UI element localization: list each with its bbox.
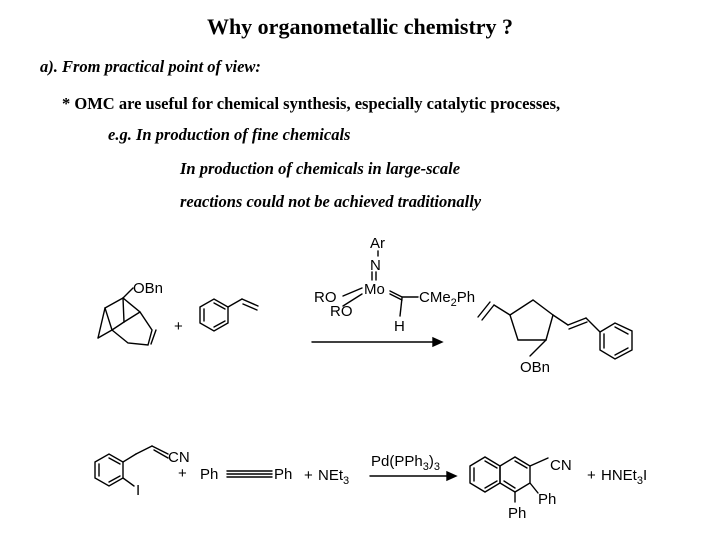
pd-subscript-1: 3	[422, 461, 429, 473]
alkyne-ph-label-2: Ph	[274, 466, 293, 483]
catalyst-ar-label: Ar	[370, 235, 385, 252]
product-1-structure	[478, 300, 632, 359]
bullet-text: OMC are useful for chemical synthesis, especially catalytic processes,	[74, 94, 561, 113]
plus-sign-2: +	[178, 465, 187, 482]
nitrile-cn-label: CN	[168, 449, 190, 466]
obn-label: OBn	[133, 280, 164, 297]
iodo-label: I	[136, 482, 141, 499]
net3-text: NEt	[318, 467, 344, 484]
catalyst-pd-label	[371, 453, 440, 473]
hnet-i-text: I	[642, 467, 648, 484]
naphthalene-product-structure	[470, 457, 548, 502]
bullet-marker: *	[62, 94, 75, 113]
product-cn-label: CN	[550, 457, 572, 474]
product-obn-label: OBn	[520, 359, 551, 376]
catalyst-mo-label: Mo	[364, 281, 385, 298]
plus-sign-3: +	[304, 467, 313, 484]
point-a-heading: a). From practical point of view:	[40, 57, 261, 76]
example-line-1: e.g. In production of fine chemicals	[108, 125, 351, 144]
catalyst-h-label: H	[394, 318, 405, 335]
hnet-text: HNEt	[601, 467, 637, 484]
net3-subscript: 3	[343, 475, 350, 487]
catalyst-ro-label-2: RO	[330, 303, 353, 320]
catalyst-ro-label-1: RO	[314, 289, 337, 306]
diphenylacetylene-bond	[227, 471, 272, 477]
reaction-arrow-1-head	[433, 338, 442, 346]
product-ph-label-1: Ph	[538, 491, 557, 508]
catalyst-cme-subscript: 2	[450, 297, 457, 309]
plus-sign-4: +	[587, 467, 596, 484]
catalyst-n-label: N	[370, 257, 381, 274]
iodoarene-structure	[95, 446, 168, 486]
reaction-arrow-2-head	[447, 472, 456, 480]
slide-title: Why organometallic chemistry ?	[206, 14, 514, 39]
catalyst-cme-text: CMe	[419, 289, 451, 306]
hnet-subscript: 3	[636, 475, 643, 487]
pd-close: )	[428, 453, 434, 470]
catalyst-ph-text: Ph	[456, 289, 476, 306]
net3-label	[318, 467, 349, 487]
pd-subscript-2: 3	[433, 461, 440, 473]
plus-sign-1: +	[174, 318, 183, 335]
example-line-3: reactions could not be achieved traditionally	[180, 192, 482, 211]
pd-text: Pd(PPh	[371, 453, 423, 470]
example-line-2: In production of chemicals in large-scale	[180, 159, 461, 178]
catalyst-cme2ph-label	[419, 289, 475, 309]
product-ph-label-2: Ph	[508, 505, 527, 522]
hnet3i-label	[601, 467, 647, 487]
styrene-structure	[200, 299, 258, 331]
alkyne-ph-label-1: Ph	[200, 466, 219, 483]
